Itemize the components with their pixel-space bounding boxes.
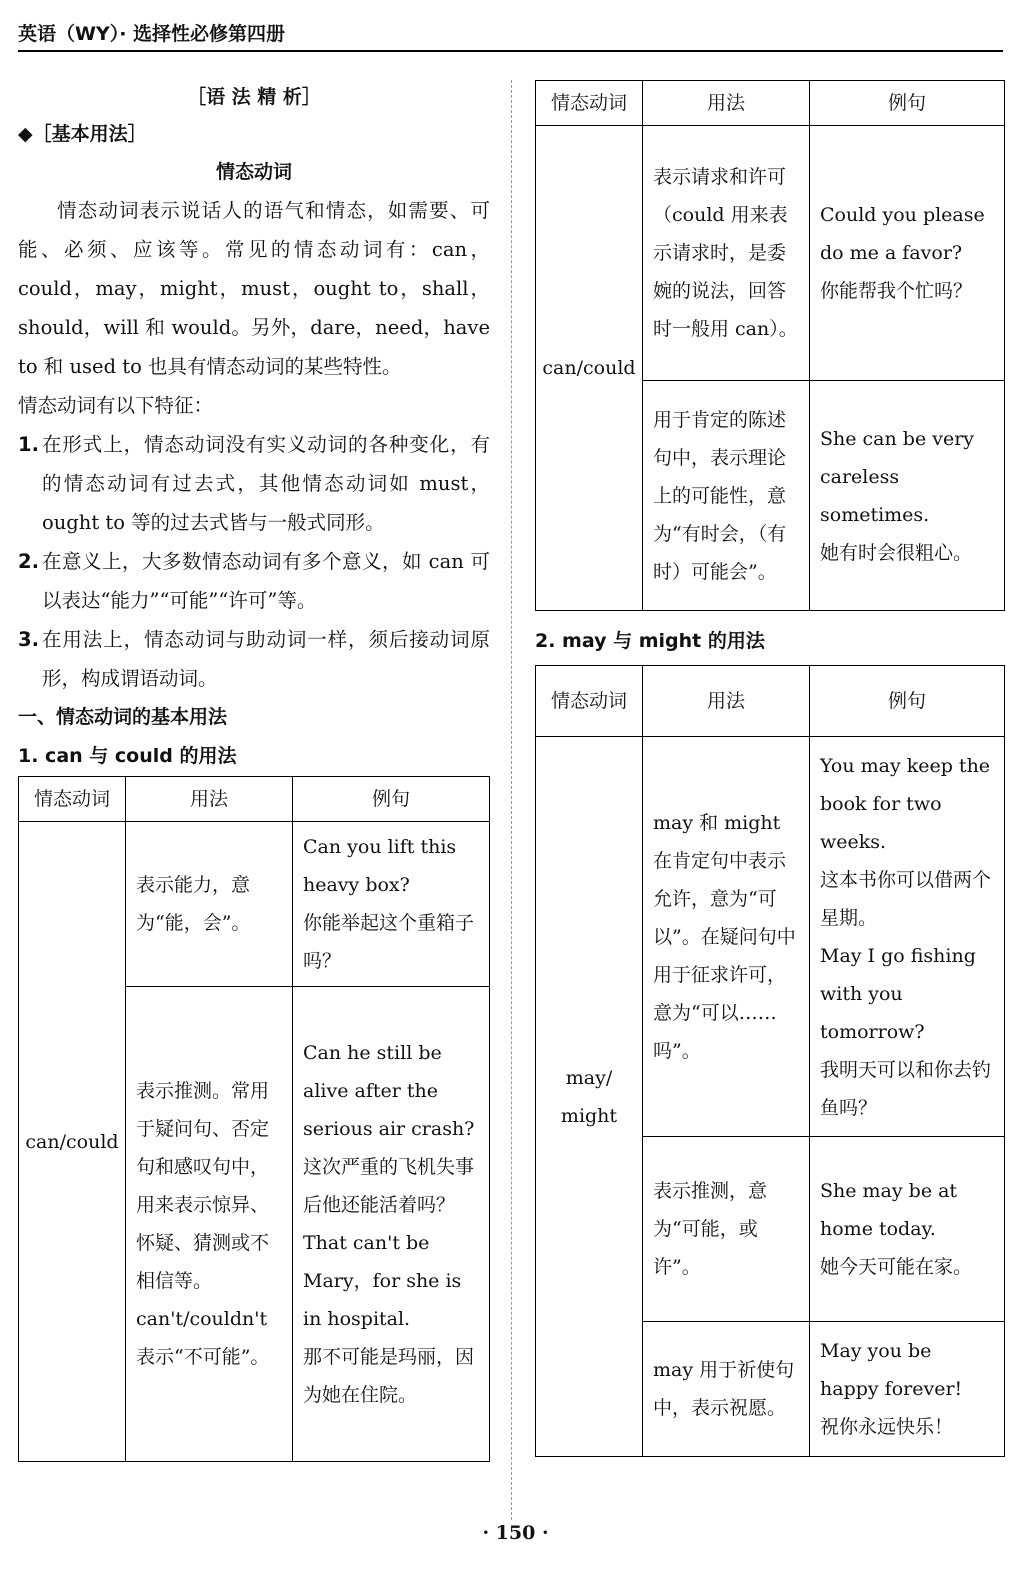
column-header: 例句 xyxy=(293,777,490,822)
usage-cell: 表示推测，意为“可能，或许”。 xyxy=(643,1137,810,1322)
column-header: 用法 xyxy=(126,777,293,822)
heading-can-could: 1. can 与 could 的用法 xyxy=(18,745,237,767)
may-might-table xyxy=(535,665,1005,1457)
right-column xyxy=(535,80,1005,1457)
table-row xyxy=(536,126,1005,381)
feature-number: 2. xyxy=(18,550,39,573)
example-cell: She may be at home today. 她今天可能在家。 xyxy=(810,1137,1005,1322)
section-label: ［语 法 精 析］ xyxy=(187,86,321,108)
example-cell: May you be happy forever! 祝你永远快乐！ xyxy=(810,1322,1005,1457)
usage-cell: 表示推测。常用于疑问句、否定句和感叹句中，用来表示惊异、怀疑、猜测或不相信等。can't/couldn't 表示“不可能”。 xyxy=(126,987,293,1462)
feature-item-1 xyxy=(18,425,490,542)
feature-number: 3. xyxy=(18,628,39,651)
can-could-table-continued xyxy=(535,80,1005,611)
table-row xyxy=(19,822,490,987)
example-cell: Can he still be alive after the serious air crash? 这次严重的飞机失事后他还能活着吗？ That can't be Mary，for she is in hospital. 那不可能是玛丽，因为她在住院。 xyxy=(293,987,490,1462)
table-header-row xyxy=(536,666,1005,737)
column-divider xyxy=(511,80,512,1520)
modal-verb-cell: can/could xyxy=(536,126,643,611)
feature-item-2 xyxy=(18,542,490,620)
example-cell: You may keep the book for two weeks. 这本书你可以借两个星期。 May I go fishing with you tomorrow? 我明天可以和你去钓鱼吗？ xyxy=(810,737,1005,1137)
usage-cell: may 用于祈使句中，表示祝愿。 xyxy=(643,1322,810,1457)
usage-cell: 表示能力，意为“能，会”。 xyxy=(126,822,293,987)
column-header: 用法 xyxy=(643,81,810,126)
column-header: 例句 xyxy=(810,81,1005,126)
left-column xyxy=(18,75,490,1462)
column-header: 情态动词 xyxy=(536,666,643,737)
topic-title: 情态动词 xyxy=(215,161,292,183)
column-header: 情态动词 xyxy=(536,81,643,126)
page-header xyxy=(18,20,1003,52)
modal-verb-cell: may/ might xyxy=(536,737,643,1457)
usage-cell: 表示请求和许可（could 用来表示请求时，是委婉的说法，回答时一般用 can）。 xyxy=(643,126,810,381)
column-header: 情态动词 xyxy=(19,777,126,822)
usage-cell: may 和 might 在肯定句中表示允许，意为“可以”。在疑问句中用于征求许可，意为“可以……吗”。 xyxy=(643,737,810,1137)
can-could-table xyxy=(18,776,490,1462)
table-header-row xyxy=(536,81,1005,126)
example-cell: She can be very careless sometimes. 她有时会很粗心。 xyxy=(810,381,1005,611)
intro-paragraph: 情态动词表示说话人的语气和情态，如需要、可能、必须、应该等。常见的情态动词有：can，could，may，might，must，ought to，shall，should，will 和 would。另外，dare，need，have to 和 used to 也具有情态动词的某些特性。 xyxy=(18,199,490,378)
feature-text: 在形式上，情态动词没有实义动词的各种变化，有的情态动词有过去式，其他情态动词如 must，ought to 等的过去式皆与一般式同形。 xyxy=(42,433,490,534)
book-title: 英语（WY）· 选择性必修第四册 xyxy=(18,23,286,45)
heading-may-might: 2. may 与 might 的用法 xyxy=(535,630,765,652)
usage-cell: 用于肯定的陈述句中，表示理论上的可能性，意为“有时会，（有时）可能会”。 xyxy=(643,381,810,611)
table-header-row xyxy=(19,777,490,822)
feature-number: 1. xyxy=(18,433,39,456)
feature-text: 在用法上，情态动词与助动词一样，须后接动词原形，构成谓语动词。 xyxy=(42,628,490,690)
page-number: · 150 · xyxy=(482,1522,549,1544)
features-lead: 情态动词有以下特征： xyxy=(18,394,214,417)
modal-verb-cell: can/could xyxy=(19,822,126,1462)
feature-item-3 xyxy=(18,620,490,698)
feature-text: 在意义上，大多数情态动词有多个意义，如 can 可以表达“能力”“可能”“许可”等。 xyxy=(42,550,490,612)
column-header: 例句 xyxy=(810,666,1005,737)
example-cell: Can you lift this heavy box? 你能举起这个重箱子吗？ xyxy=(293,822,490,987)
heading-basic-usage: 一、情态动词的基本用法 xyxy=(18,706,228,728)
example-cell: Could you please do me a favor? 你能帮我个忙吗？ xyxy=(810,126,1005,381)
column-header: 用法 xyxy=(643,666,810,737)
sub-section-label: ◆［基本用法］ xyxy=(18,123,147,145)
table-row xyxy=(536,737,1005,1137)
